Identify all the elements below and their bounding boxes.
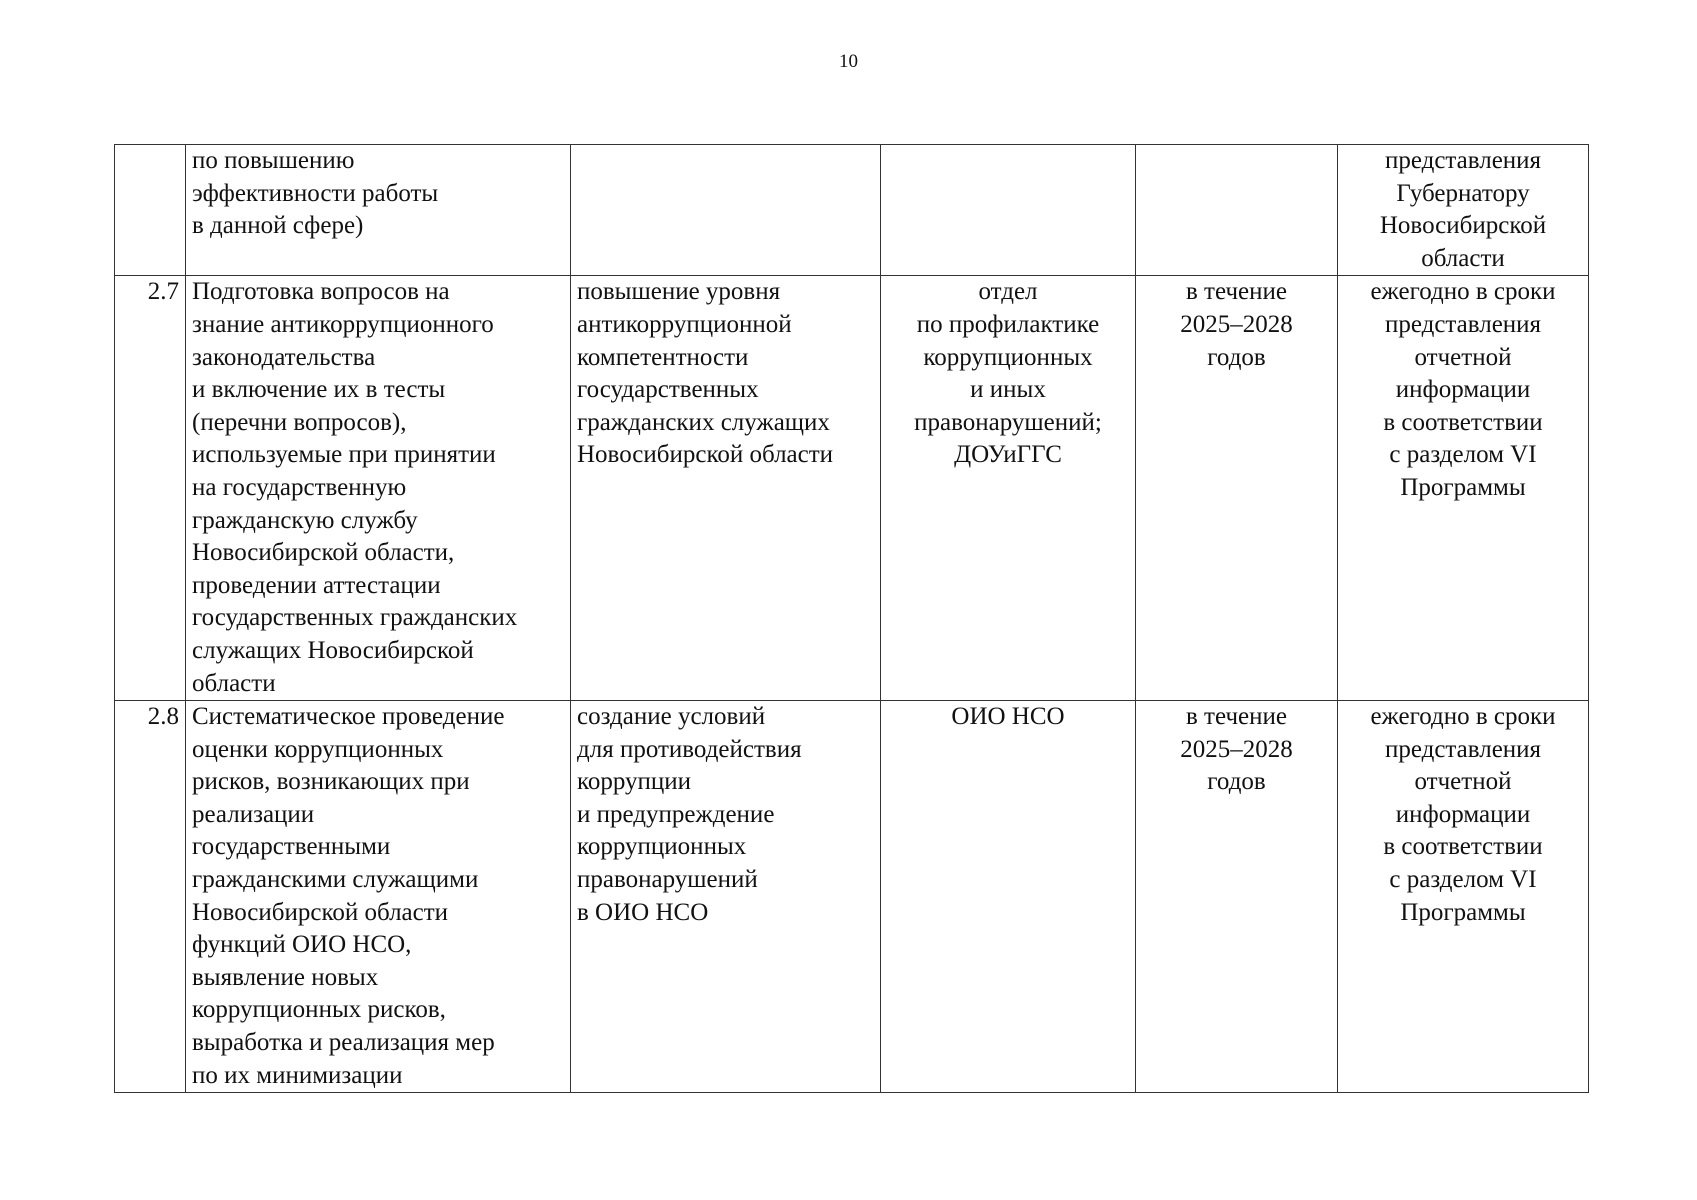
table-row [115, 276, 1589, 701]
executor-cell: отдел по профилактике коррупционных и иных правонарушений; ДОУиГГС [881, 276, 1136, 701]
table-row [115, 701, 1589, 1093]
result-cell: создание условий для противодействия коррупции и предупреждение коррупционных правонарушений в ОИО НСО [571, 701, 881, 1093]
reporting-cell: ежегодно в сроки представления отчетной информации в соответствии с разделом VI Программы [1338, 276, 1589, 701]
period-cell: в течение 2025–2028 годов [1136, 276, 1338, 701]
result-cell: повышение уровня антикоррупционной компетентности государственных гражданских служащих Новосибирской области [571, 276, 881, 701]
period-cell [1136, 145, 1338, 276]
measure-cell: по повышению эффективности работы в данной сфере) [186, 145, 571, 276]
row-number-cell: 2.8 [115, 701, 186, 1093]
executor-cell: ОИО НСО [881, 701, 1136, 1093]
table-row [115, 145, 1589, 276]
period-cell: в течение 2025–2028 годов [1136, 701, 1338, 1093]
measures-table [114, 144, 1589, 1093]
reporting-cell: представления Губернатору Новосибирской области [1338, 145, 1589, 276]
row-number-cell [115, 145, 186, 276]
measure-cell: Подготовка вопросов на знание антикоррупционного законодательства и включение их в тесты (перечни вопросов), используемые при принятии на государственную гражданскую службу Новосибирской области, проведении аттестации государственных гражданских служащих Новосибирской области [186, 276, 571, 701]
executor-cell [881, 145, 1136, 276]
reporting-cell: ежегодно в сроки представления отчетной информации в соответствии с разделом VI Программы [1338, 701, 1589, 1093]
measure-cell: Систематическое проведение оценки коррупционных рисков, возникающих при реализации государственными гражданскими служащими Новосибирской области функций ОИО НСО, выявление новых коррупционных рисков, выработка и реализация мер по их минимизации [186, 701, 571, 1093]
row-number-cell: 2.7 [115, 276, 186, 701]
page-number: 10 [839, 51, 858, 72]
result-cell [571, 145, 881, 276]
